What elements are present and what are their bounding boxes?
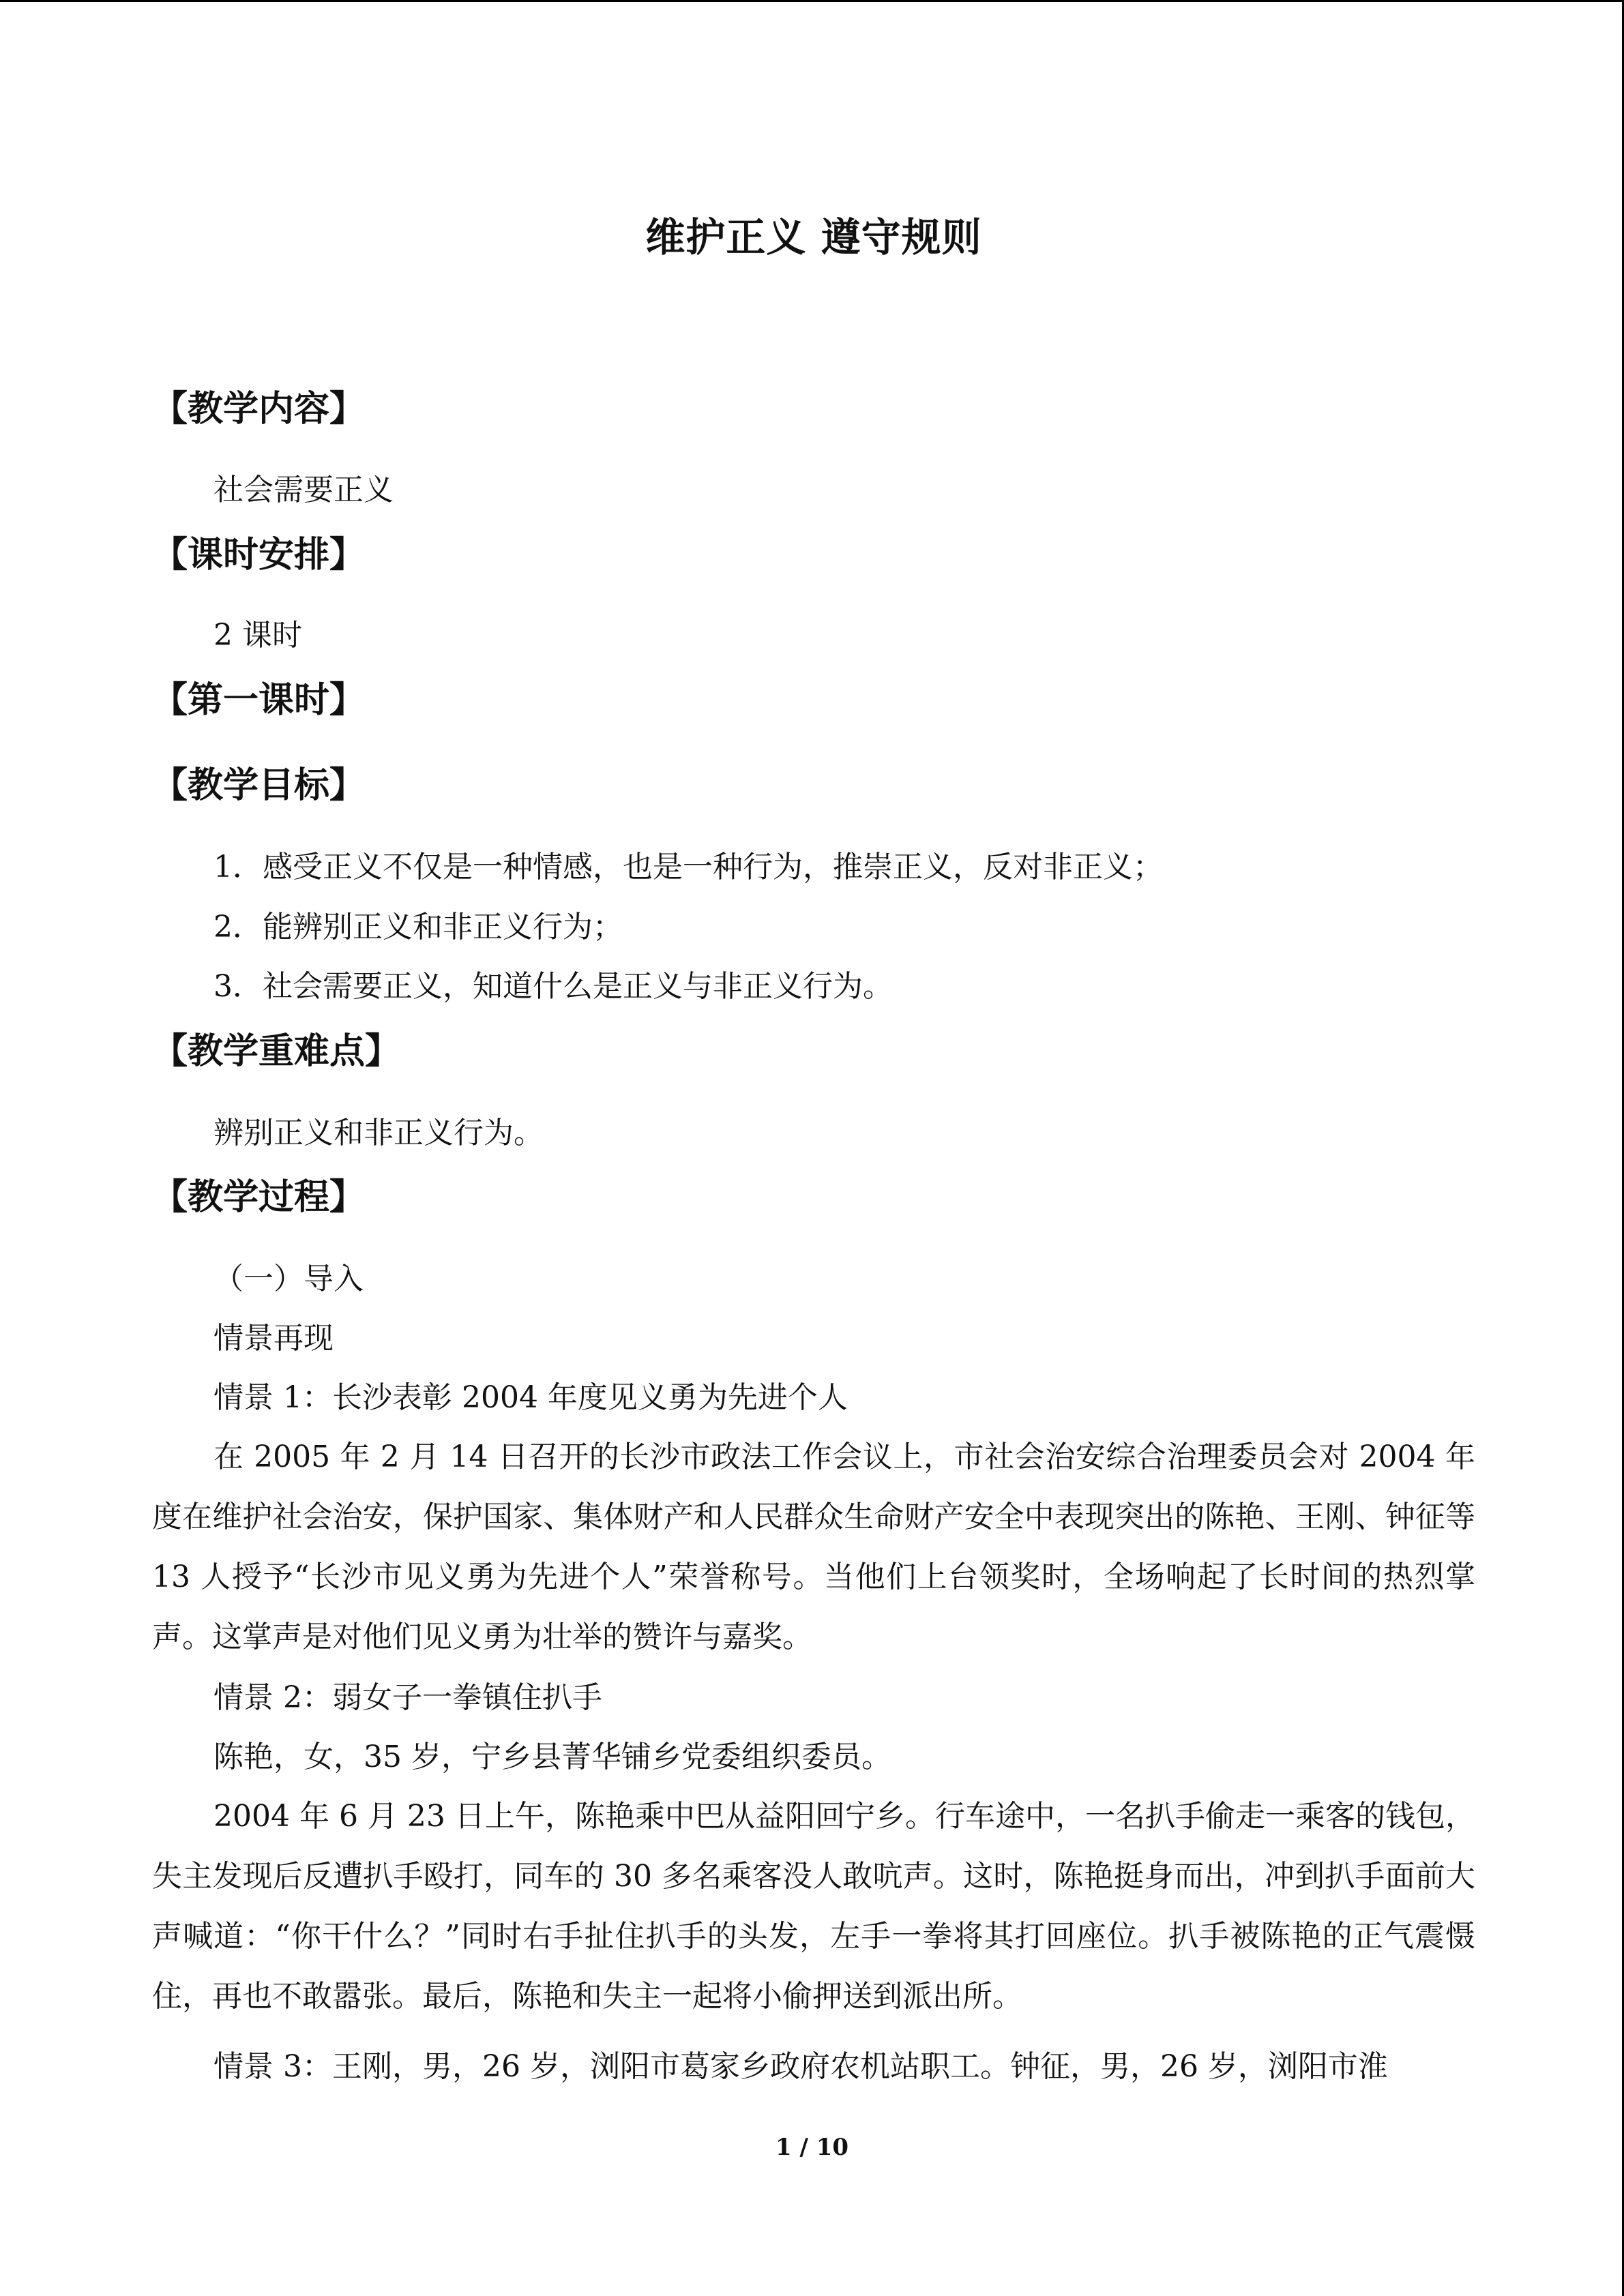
schedule-text: 2 课时 [213, 618, 302, 653]
goal-item: 2．能辨别正义和非正义行为； [213, 910, 623, 944]
key-points-text: 辨别正义和非正义行为。 [213, 1116, 544, 1150]
process-step-intro: （一）导入 [213, 1262, 364, 1296]
scene1-title: 情景 1：长沙表彰 2004 年度见义勇为先进个人 [213, 1380, 848, 1415]
scene-intro: 情景再现 [213, 1321, 334, 1356]
page-border-top [0, 0, 1624, 2]
heading-key-points: 【教学重难点】 [152, 1031, 401, 1072]
scene3-text: 情景 3：王刚，男，26 岁，浏阳市葛家乡政府农机站职工。钟征，男，26 岁，浏阳市淮 [213, 2049, 1388, 2084]
scene2-person: 陈艳，女，35 岁，宁乡县菁华铺乡党委组织委员。 [213, 1740, 891, 1774]
heading-teaching-process: 【教学过程】 [152, 1177, 366, 1218]
heading-teaching-goals: 【教学目标】 [152, 765, 366, 806]
goal-item: 1．感受正义不仅是一种情感，也是一种行为，推崇正义，反对非正义； [213, 850, 1163, 884]
heading-teaching-content: 【教学内容】 [152, 389, 366, 430]
scene2-title: 情景 2：弱女子一拳镇住扒手 [213, 1680, 602, 1715]
heading-first-lesson: 【第一课时】 [152, 680, 366, 721]
goal-item: 3．社会需要正义，知道什么是正义与非正义行为。 [213, 969, 893, 1004]
page-number: 1 / 10 [775, 2134, 849, 2161]
teaching-content-text: 社会需要正义 [213, 473, 394, 507]
heading-schedule: 【课时安排】 [152, 535, 366, 576]
scene1-body: 在 2005 年 2 月 14 日召开的长沙市政法工作会议上，市社会治安综合治理委员会对 2004 年度在维护社会治安，保护国家、集体财产和人民群众生命财产安全中表现突出的陈艳、王刚、钟征等 13 人授予“长沙市见义勇为先进个人”荣誉称号。当他们上台领奖时，全场响起了长时间的热烈掌声。这掌声是对他们见义勇为壮举的赞许与嘉奖。 [152, 1440, 1475, 1654]
scene2-body: 2004 年 6 月 23 日上午，陈艳乘中巴从益阳回宁乡。行车途中，一名扒手偷走一乘客的钱包，失主发现后反遭扒手殴打，同车的 30 多名乘客没人敢吭声。这时，陈艳挺身而出，冲到扒手面前大声喊道：“你干什么？”同时右手扯住扒手的头发，左手一拳将其打回座位。扒手被陈艳的正气震慑住，再也不敢嚣张。最后，陈艳和失主一起将小偷押送到派出所。 [152, 1799, 1475, 2014]
page-title: 维护正义 遵守规则 [645, 214, 982, 260]
